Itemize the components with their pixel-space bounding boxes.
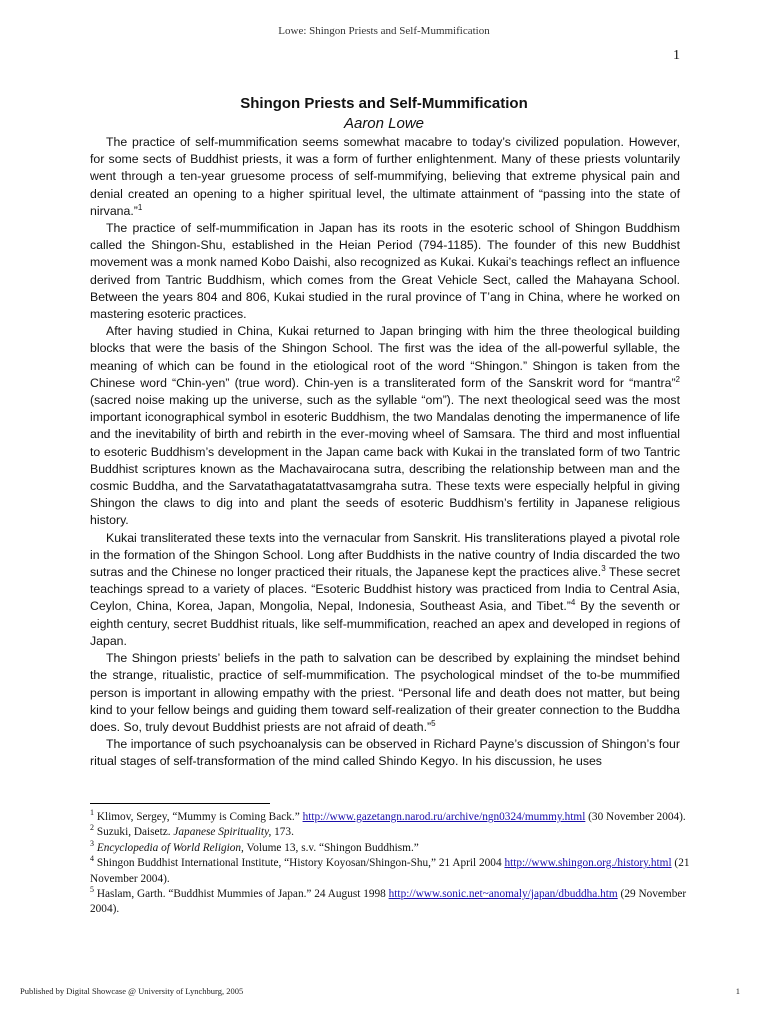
footnote bbox=[90, 887, 690, 918]
article-title: Shingon Priests and Self-Mummification bbox=[240, 95, 528, 112]
footnote-text: Volume 13, s.v. “Shingon Buddhism.” bbox=[243, 841, 419, 854]
footnote-text: Suzuki, Daisetz. bbox=[94, 826, 174, 839]
footnote-text: Haslam, Garth. “Buddhist Mummies of Japan.” 24 August 1998 bbox=[94, 888, 389, 901]
footnote-title: Japanese Spirituality, bbox=[173, 826, 272, 839]
footer-page-number: 1 bbox=[735, 986, 740, 996]
paragraph-text: The importance of such psychoanalysis can be observed in Richard Payne’s discussion of Shingon’s four ritual stages of self-transformation of the mind called Shindo Kegyo. In his discussion, he uses bbox=[90, 737, 680, 769]
paragraph bbox=[90, 134, 680, 220]
paragraph-text: Kukai transliterated these texts into the vernacular from Sanskrit. His transliterations played a pivotal role in the formation of the Shingon School. Long after Buddhists in the native country of India discarded the two sutras and the Chinese no longer practiced their rituals, the Japanese kept the practices alive. bbox=[90, 530, 680, 580]
footnote-text: (21 November 2004). bbox=[90, 857, 690, 885]
paragraph-text: The practice of self-mummification seems somewhat macabre to today’s civilized population. However, for some sects of Buddhist priests, it was a form of further enlightenment. Many of these priests voluntarily went through a ten-year gruesome process of self-mummifying, believing that extreme physical pain and denial created an opening to a higher spiritual level, the ultimate attainment of “passing into the state of nirvana.” bbox=[90, 135, 680, 218]
footnote-ref[interactable]: 4 bbox=[570, 598, 576, 608]
page-number: 1 bbox=[673, 48, 680, 63]
footnote bbox=[90, 825, 690, 840]
running-head: Lowe: Shingon Priests and Self-Mummification bbox=[278, 25, 490, 37]
paragraph bbox=[90, 650, 680, 736]
paragraph bbox=[90, 323, 680, 529]
paragraph-text: The Shingon priests’ beliefs in the path to salvation can be described by explaining the mindset behind the strange, ritualistic, practice of self-mummification. The psychological mindset of the to-be mummified person is important in allowing empathy with the priest. “Personal life and death does not matter, but being kind to your fellow beings and guiding them toward self-realization of their greater connection to the Buddha does. So, truly devout Buddhist priests are not afraid of death.” bbox=[90, 651, 680, 734]
footnote-title: Encyclopedia of World Religion, bbox=[96, 841, 244, 854]
footnote bbox=[90, 841, 690, 856]
footnote-text: (30 November 2004). bbox=[585, 811, 686, 823]
footnote-ref[interactable]: 1 bbox=[137, 202, 143, 212]
footnote-ref[interactable]: 5 bbox=[431, 718, 436, 728]
paragraph-text: By the seventh or eighth century, secret Buddhist rituals, like self-mummification, reached an apex and developed in regions of Japan. bbox=[90, 599, 680, 648]
footnote-number: 3 bbox=[90, 839, 94, 849]
article-author: Aaron Lowe bbox=[343, 115, 425, 132]
paragraph-text: (sacred noise making up the universe, such as the syllable “om”). The next theological seed was the most important iconographical symbol in esoteric Buddhism, the two Mandalas denoting the impermanence of life and the inevitability of birth and rebirth in the ever-moving wheel of Samsara. The third and most influential to esoteric Buddhism’s development in the Japan came back with Kukai in the translated form of two Tantric Buddhist scriptures known as the Machavairocana sutra, describing the relationship between man and the cosmic Buddha, and the Sarvatathagatatattvasamgraha sutra. These texts were especially helpful in giving Shingon the claws to dig into and plant the seeds of esoteric Buddhism’s fertility in Japanese religious history. bbox=[90, 393, 680, 528]
footnote-number: 2 bbox=[90, 823, 94, 833]
footnote-link[interactable]: http://www.gazetangn.narod.ru/archive/ngn0324/mummy.html bbox=[302, 811, 586, 823]
footnotes bbox=[90, 810, 690, 918]
footnote-link[interactable]: http://www.sonic.net~anomaly/japan/dbuddha.htm bbox=[388, 888, 618, 901]
publisher-footer: Published by Digital Showcase @ University of Lynchburg, 2005 bbox=[20, 986, 244, 996]
title-block bbox=[0, 94, 768, 134]
paragraph-text: After having studied in China, Kukai returned to Japan bringing with him the three theological building blocks that were the basis of the Shingon School. The first was the idea of the all-powerful syllable, the meaning of which can be found in the etiological root of the word “Shingon.” Shingon is taken from the Chinese word “Chin-yen” (true word). Chin-yen is a transliterated form of the Sanskrit word for “mantra” bbox=[90, 324, 680, 390]
article-body bbox=[90, 134, 680, 771]
footnote-text: (29 November 2004). bbox=[90, 888, 687, 916]
footnote-ref[interactable]: 2 bbox=[675, 374, 680, 384]
paragraph bbox=[90, 736, 680, 770]
footnote-link[interactable]: http://www.shingon.org./history.html bbox=[504, 857, 672, 870]
paragraph-text: The practice of self-mummification in Japan has its roots in the esoteric school of Shingon Buddhism called the Shingon-Shu, established in the Heian Period (794-1185). The founder of this new Buddhist movement was a monk named Kobo Daishi, also recognized as Kukai. Kukai’s teachings reflect an influence derived from Tantric Buddhism, which comes from the Great Vehicle Sect, called the Mahayana School. Between the years 804 and 806, Kukai studied in the rural province of T’ang in China, where he worked on mastering esoteric practices. bbox=[90, 221, 680, 322]
footnote bbox=[90, 856, 690, 887]
footnote-ref[interactable]: 3 bbox=[601, 563, 606, 573]
footnote-text: Shingon Buddhist International Institute, “History Koyosan/Shingon-Shu,” 21 April 2004 bbox=[94, 857, 505, 870]
footnote-number: 4 bbox=[90, 854, 94, 864]
paragraph-text: These secret teachings spread to a variety of places. “Esoteric Buddhist history was practiced from India to Central Asia, Ceylon, China, Korea, Japan, Mongolia, Nepal, Indonesia, Southeast Asia, and Tibet.” bbox=[90, 565, 680, 614]
footnote-number: 5 bbox=[90, 885, 94, 895]
paragraph bbox=[90, 220, 680, 323]
footnote bbox=[90, 810, 690, 825]
paragraph bbox=[90, 530, 680, 650]
footnote-text: 173. bbox=[271, 826, 294, 839]
footnote-divider bbox=[90, 803, 270, 804]
footnote-number: 1 bbox=[90, 808, 94, 818]
footnote-text: Klimov, Sergey, “Mummy is Coming Back.” bbox=[94, 811, 303, 823]
